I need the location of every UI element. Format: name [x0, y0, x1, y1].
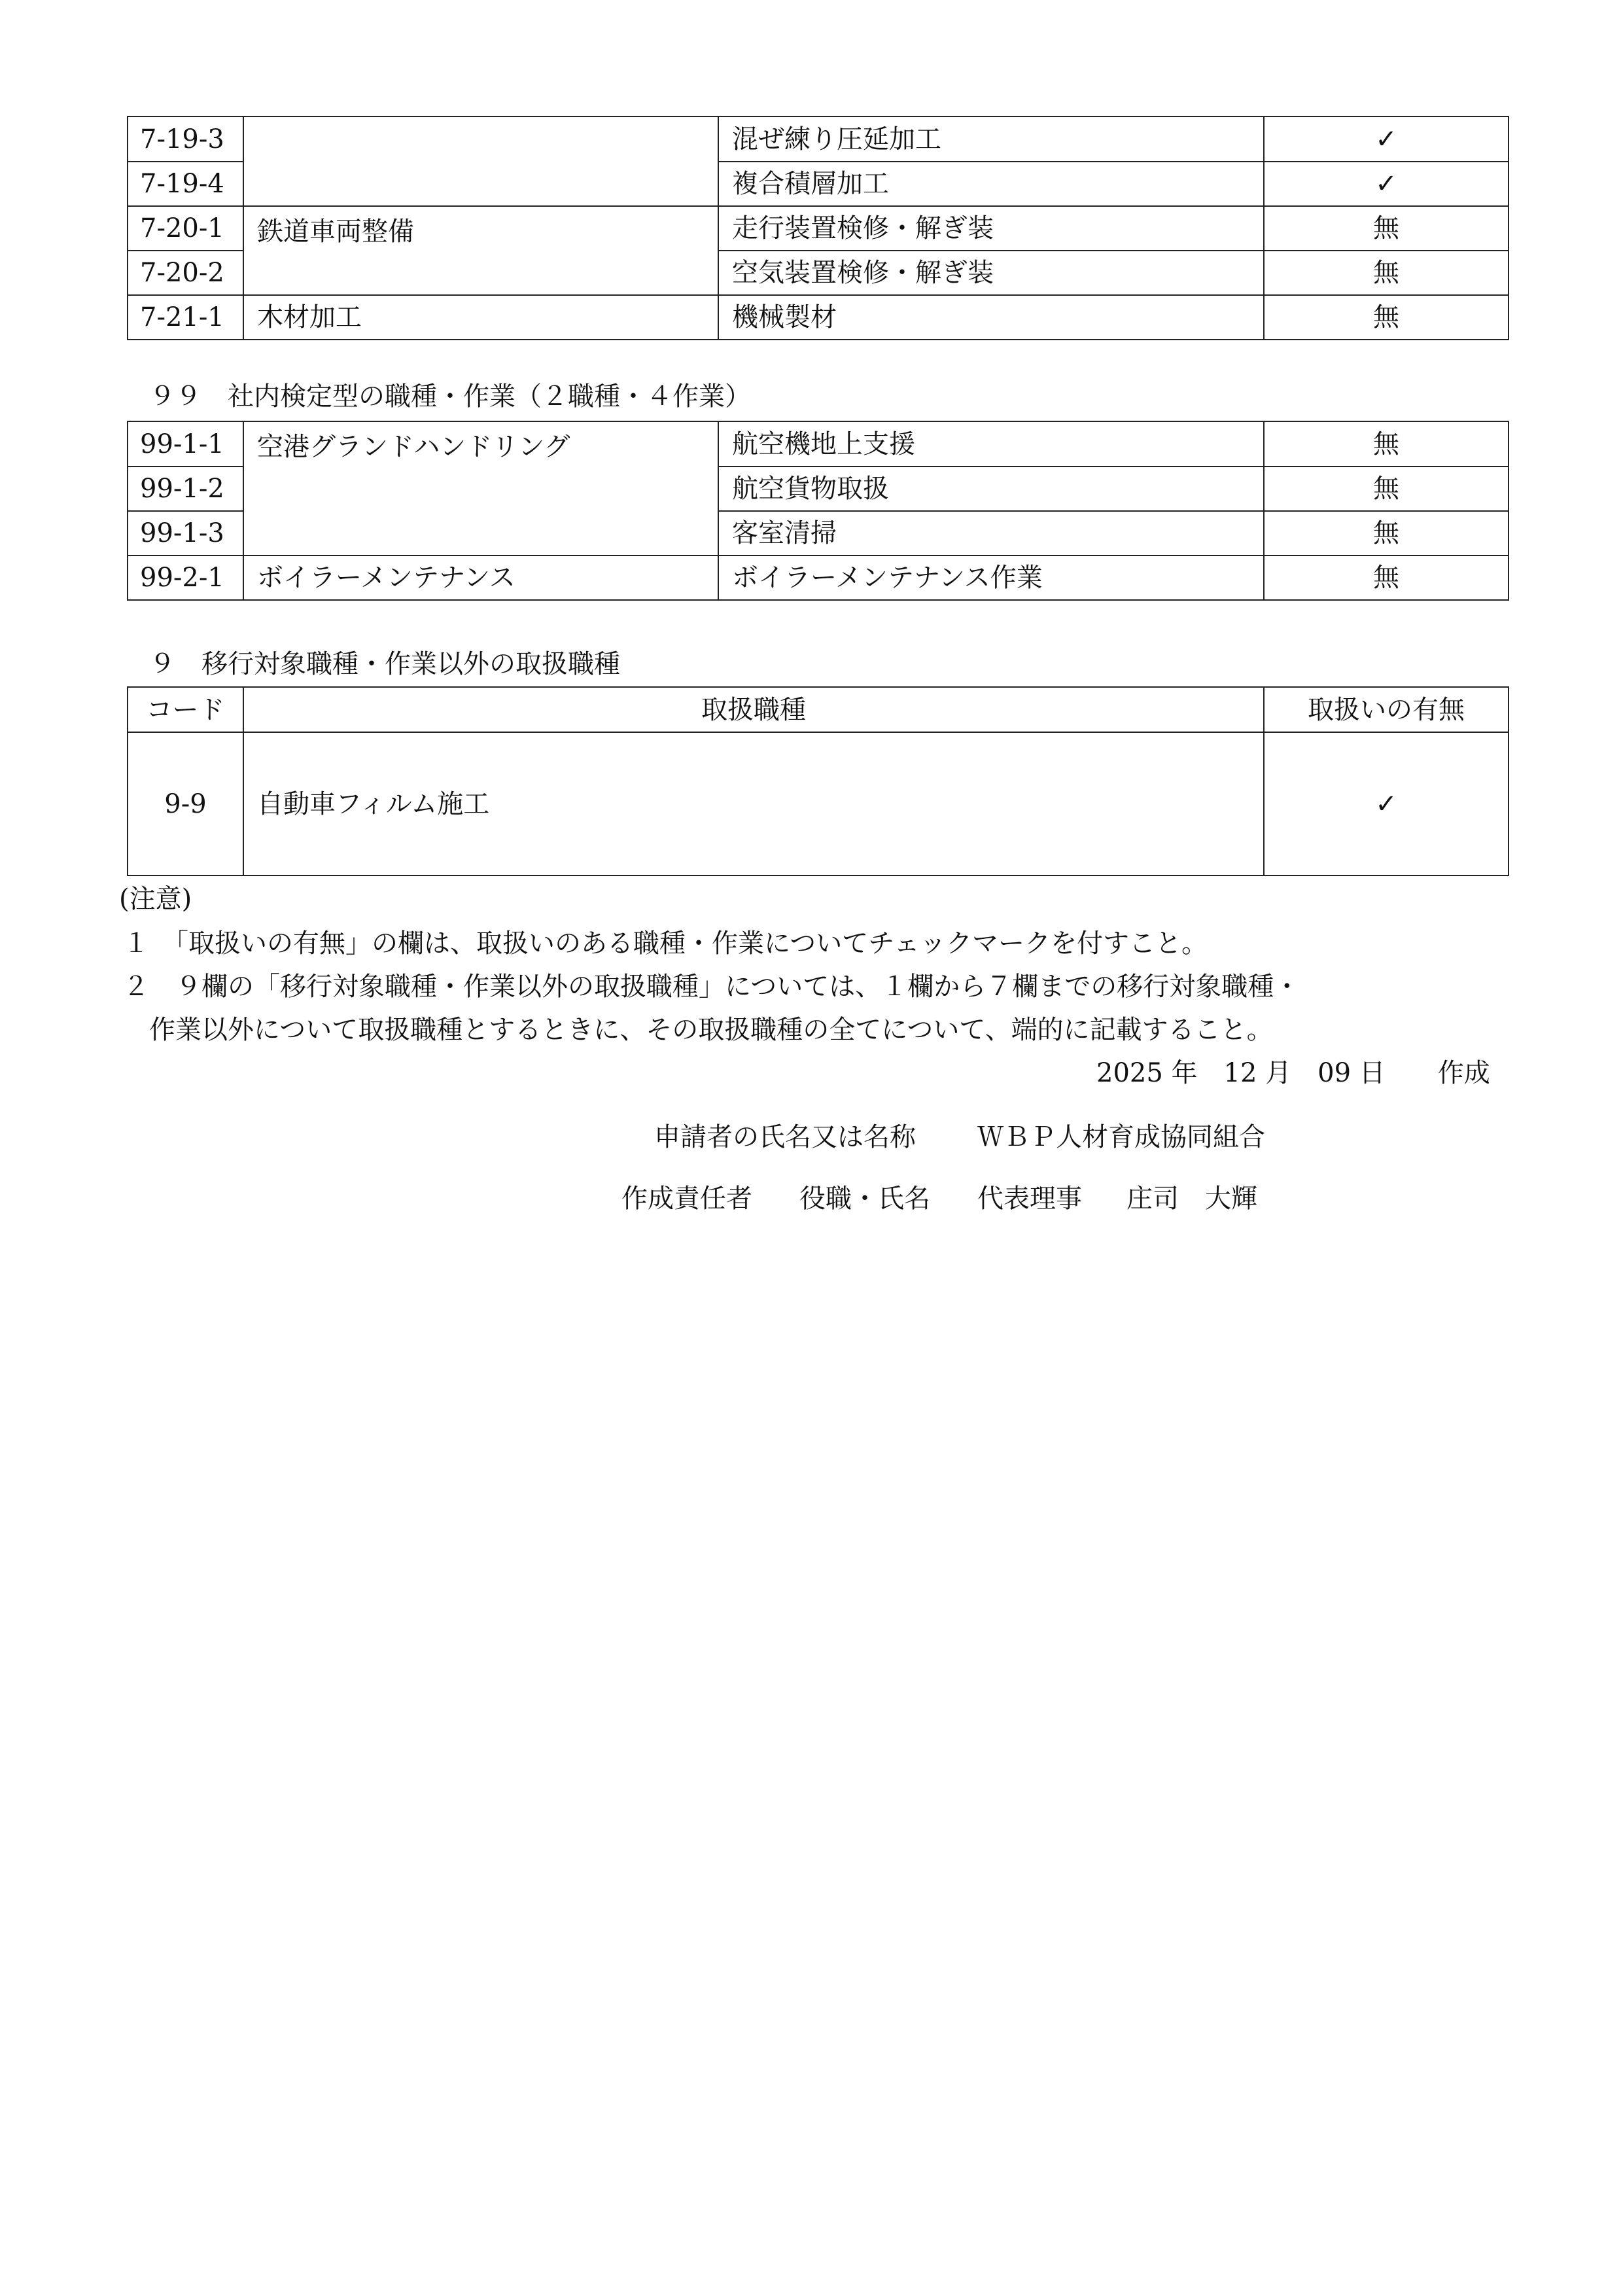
work-cell: ボイラーメンテナンス作業	[718, 556, 1264, 600]
status-cell: 無	[1264, 556, 1509, 600]
table-row	[128, 206, 1509, 251]
person-name: 庄司 大輝	[1126, 1184, 1257, 1214]
job-cell: 鉄道車両整備	[243, 206, 718, 295]
responsible-label: 作成責任者	[621, 1184, 752, 1214]
job-cell: 自動車フィルム施工	[243, 732, 1264, 875]
work-cell: 空気装置検修・解ぎ装	[718, 251, 1264, 295]
code-cell: 99-1-3	[128, 511, 243, 556]
work-cell: 走行装置検修・解ぎ装	[718, 206, 1264, 251]
notes-title: (注意)	[119, 884, 192, 914]
column-header-mark: 取扱いの有無	[1264, 687, 1509, 732]
applicant-label: 申請者の氏名又は名称	[654, 1122, 916, 1152]
code-cell: 7-21-1	[128, 295, 243, 340]
status-cell: 無	[1264, 295, 1509, 340]
checkmark-icon: ✓	[1264, 162, 1509, 206]
column-header-code: コード	[128, 687, 243, 732]
status-cell: 無	[1264, 421, 1509, 467]
job-cell	[243, 116, 718, 206]
table-row	[128, 295, 1509, 340]
code-cell: 99-1-2	[128, 467, 243, 511]
status-cell: 無	[1264, 511, 1509, 556]
table-section-99	[127, 421, 1509, 601]
note-2-continued: 作業以外について取扱職種とするときに、その取扱職種の全てについて、端的に記載すること。	[149, 1015, 1273, 1045]
status-cell: 無	[1264, 206, 1509, 251]
note-2: ２ ９欄の「移行対象職種・作業以外の取扱職種」については、１欄から７欄までの移行対象職種・	[123, 972, 1300, 1002]
table-header-row	[128, 687, 1509, 732]
code-cell: 7-20-2	[128, 251, 243, 295]
applicant-name: ＷＢＰ人材育成協同組合	[977, 1122, 1265, 1152]
code-cell: 9-9	[128, 732, 243, 875]
code-cell: 99-1-1	[128, 421, 243, 467]
code-cell: 99-2-1	[128, 556, 243, 600]
work-cell: 航空貨物取扱	[718, 467, 1264, 511]
table-row	[128, 421, 1509, 467]
status-cell: 無	[1264, 467, 1509, 511]
role-value: 代表理事	[977, 1184, 1082, 1214]
table-row	[128, 556, 1509, 600]
work-cell: 機械製材	[718, 295, 1264, 340]
work-cell: 混ぜ練り圧延加工	[718, 116, 1264, 162]
table-row	[128, 116, 1509, 162]
status-cell: 無	[1264, 251, 1509, 295]
checkmark-icon: ✓	[1264, 116, 1509, 162]
role-label: 役職・氏名	[799, 1184, 930, 1214]
note-1: １ 「取扱いの有無」の欄は、取扱いのある職種・作業についてチェックマークを付すこと。	[123, 928, 1208, 959]
work-cell: 航空機地上支援	[718, 421, 1264, 467]
table-row	[128, 732, 1509, 875]
checkmark-icon: ✓	[1264, 732, 1509, 875]
section-99-heading: ９９ 社内検定型の職種・作業（２職種・４作業）	[149, 381, 751, 412]
job-cell: 空港グランドハンドリング	[243, 421, 718, 556]
code-cell: 7-19-4	[128, 162, 243, 206]
job-cell: 木材加工	[243, 295, 718, 340]
section-9-heading: ９ 移行対象職種・作業以外の取扱職種	[149, 649, 620, 679]
table-section-7	[127, 116, 1509, 340]
work-cell: 客室清掃	[718, 511, 1264, 556]
column-header-job: 取扱職種	[243, 687, 1264, 732]
job-cell: ボイラーメンテナンス	[243, 556, 718, 600]
code-cell: 7-19-3	[128, 116, 243, 162]
code-cell: 7-20-1	[128, 206, 243, 251]
table-section-9	[127, 686, 1509, 876]
creation-date: 2025 年 12 月 09 日 作成	[1096, 1058, 1490, 1088]
work-cell: 複合積層加工	[718, 162, 1264, 206]
